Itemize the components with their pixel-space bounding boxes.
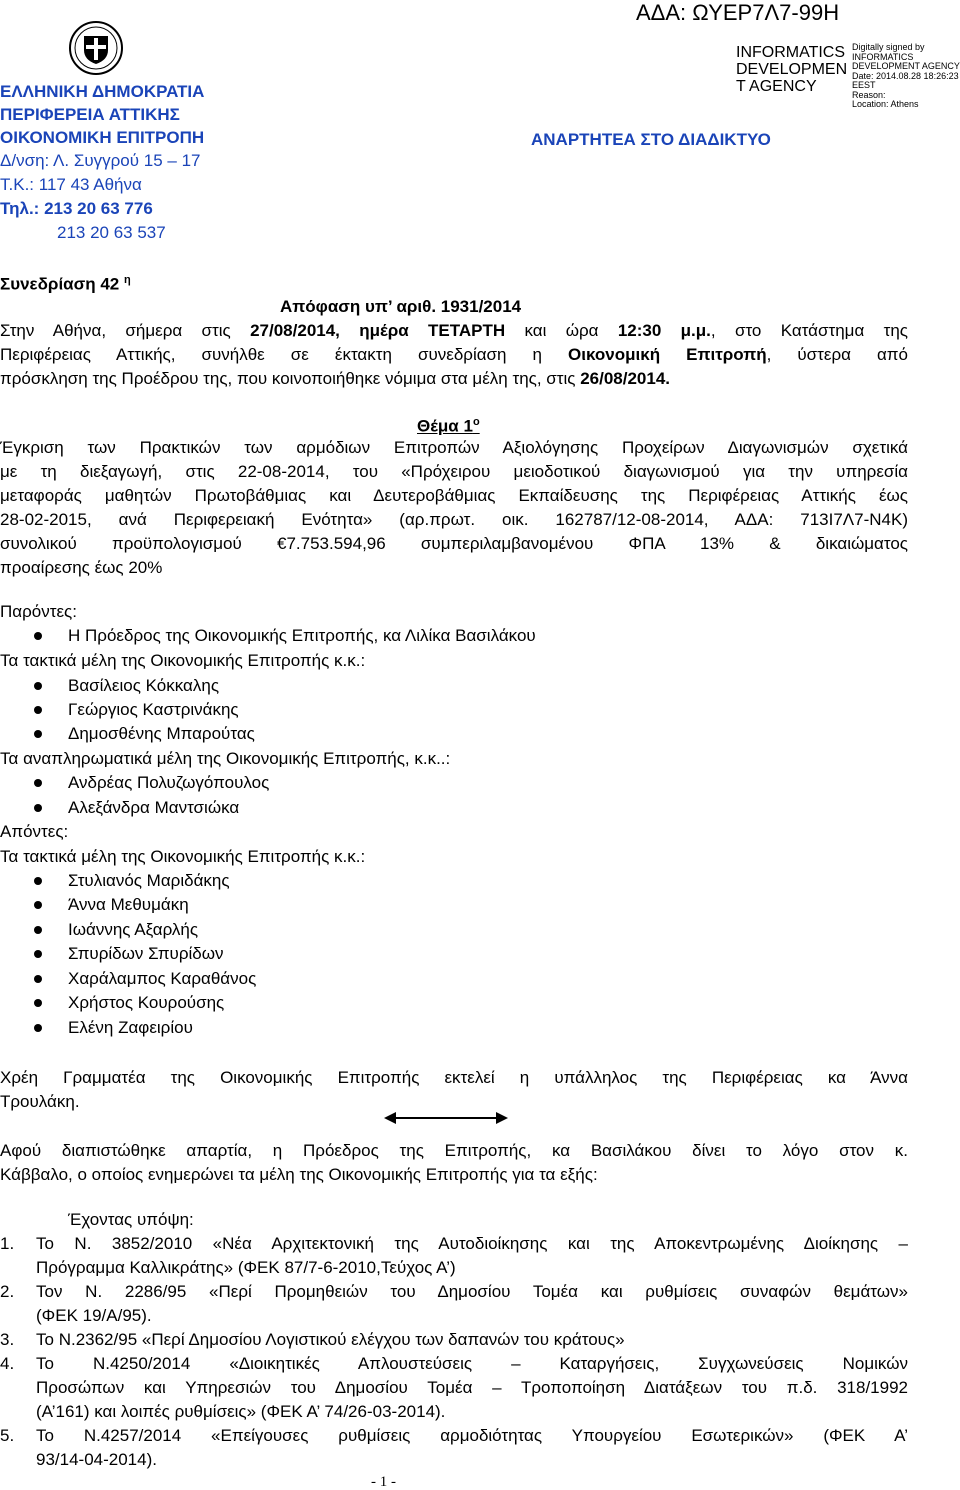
intro-line-3: πρόσκληση της Προέδρου της, που κοινοποιήθηκε νόμιμα στα μέλη της, στις 26/08/2014.: [0, 369, 671, 388]
law-text: Το Ν.4257/2014 «Επείγουσες ρυθμίσεις αρμοδιότητας Υπουργείου Εσωτερικών» (ΦΕΚ Α’: [36, 1426, 908, 1445]
considering-label: Έχοντας υπόψη:: [68, 1210, 194, 1229]
bullet: [34, 1024, 42, 1032]
greek-emblem-icon: [68, 20, 124, 76]
bullet: [34, 804, 42, 812]
topic-title: Θέμα $1^o$: [417, 416, 480, 436]
law-text: Το Ν.2362/95 «Περί Δημοσίου Λογιστικού ελέγχου των δαπανών του κράτους»: [36, 1330, 625, 1349]
decision-number: Απόφαση υπ’ αριθ. 1931/2014: [280, 297, 522, 316]
member-name: Γεώργιος Καστρινάκης: [68, 700, 239, 719]
intro-line-1: Στην Αθήνα, σήμερα στις 27/08/2014, ημέρα ΤΕΤΑΡΤΗ και ώρα 12:30 μ.μ., στο Κατάστημα της: [0, 321, 908, 340]
bullet: [34, 999, 42, 1007]
topic-line-3: μεταφοράς μαθητών Πρωτοβάθμιας και Δευτεροβάθμιας Εκπαίδευσης της Περιφέρειας Αττικής έως: [0, 486, 908, 505]
law-text: Προσώπων και Υπηρεσιών του Δημοσίου Τομέα – Τροποποίηση Διατάξεων του π.δ. 318/1992: [36, 1378, 908, 1397]
quorum-line-2: Κάββαλο, ο οποίος ενημερώνει τα μέλη της Οικονομικής Επιτροπής για τα εξής:: [0, 1165, 598, 1184]
topic-line-5: συνολικού προϋπολογισμού €7.753.594,96 συμπεριλαμβανομένου ΦΠΑ 13% & δικαιώματος: [0, 534, 908, 553]
law-number: 5.: [0, 1426, 15, 1445]
topic-line-2: με τη διεξαγωγή, στις 22-08-2014, του «Πρόχειρου μειοδοτικού διαγωνισμού για την υπηρεσία: [0, 462, 908, 481]
bullet: [34, 632, 42, 640]
member-name: Στυλιανός Μαριδάκης: [68, 871, 230, 890]
agency-line-1: INFORMATICS: [736, 44, 846, 61]
org-address: Δ/νση: Λ. Συγγρού 15 – 17: [0, 151, 201, 170]
member-name: Σπυρίδων Σπυρίδων: [68, 944, 224, 963]
page-number: - 1 -: [371, 1474, 396, 1490]
bullet: [34, 975, 42, 983]
org-name-2: ΠΕΡΙΦΕΡΕΙΑ ΑΤΤΙΚΗΣ: [0, 105, 180, 124]
session-title: Συνεδρίαση 42 $^\eta$: [0, 274, 131, 294]
alternate-members-label: Τα αναπληρωματικά μέλη της Οικονομικής Επιτροπής, κ.κ..:: [0, 749, 451, 768]
bullet: [34, 901, 42, 909]
law-text: (Α’161) και λοιπές ρυθμίσεις» (ΦΕΚ Α’ 74/26-03-2014).: [36, 1402, 446, 1421]
law-number: 1.: [0, 1234, 15, 1253]
regular-members-label: Τα τακτικά μέλη της Οικονομικής Επιτροπής κ.κ.:: [0, 847, 366, 866]
intro-line-2: Περιφέρειας Αττικής, συνήλθε σε έκτακτη συνεδρίαση η Οικονομική Επιτροπή, ύστερα από: [0, 345, 908, 364]
law-text: Το Ν. 3852/2010 «Νέα Αρχιτεκτονική της Αυτοδιοίκησης και της Αποκεντρωμένης Διοίκησης –: [36, 1234, 908, 1253]
bullet: [34, 877, 42, 885]
topic-line-1: Έγκριση των Πρακτικών των αρμόδιων Επιτροπών Αξιολόγησης Προχείρων Διαγωνισμών σχετικά: [0, 438, 908, 457]
member-name: Βασίλειος Κόκκαλης: [68, 676, 220, 695]
agency-line-2: DEVELOPMEN: [736, 61, 848, 78]
org-phone: Τηλ.: 213 20 63 776: [0, 199, 153, 218]
bullet: [34, 926, 42, 934]
publish-notice: ΑΝΑΡΤΗΤΕΑ ΣΤΟ ΔΙΑΔΙΚΤΥΟ: [531, 130, 771, 149]
member-name: Χαράλαμπος Καραθάνος: [68, 969, 257, 988]
member-name: Ελένη Ζαφειρίου: [68, 1018, 193, 1037]
digital-signature: Digitally signed by INFORMATICS DEVELOPMENT AGENCY Date: 2014.08.28 18:26:23 EEST Reason: Location: Athens: [852, 42, 960, 109]
law-text: 93/14-04-2014).: [36, 1450, 157, 1469]
law-text: (ΦΕΚ 19/Α/95).: [36, 1306, 152, 1325]
law-text: Το Ν.4250/2014 «Διοικητικές Απλουστεύσεις – Καταργήσεις, Συγχωνεύσεις Νομικών: [36, 1354, 908, 1373]
law-text: Τον Ν. 2286/95 «Περί Προμηθειών του Δημοσίου Τομέα και ρυθμίσεις συναφών θεμάτων»: [36, 1282, 908, 1301]
org-name-1: ΕΛΛΗΝΙΚΗ ΔΗΜΟΚΡΑΤΙΑ: [0, 82, 205, 101]
quorum-line-1: Αφού διαπιστώθηκε απαρτία, η Πρόεδρος της Επιτροπής, κα Βασιλάκου δίνει το λόγο στον κ.: [0, 1141, 908, 1160]
member-name: Δημοσθένης Μπαρούτας: [68, 724, 255, 743]
bullet: [34, 950, 42, 958]
org-phone-2: 213 20 63 537: [57, 223, 166, 242]
member-name: Χρήστος Κουρούσης: [68, 993, 225, 1012]
ada-code: ΑΔΑ: ΩΥΕΡ7Λ7-99Η: [636, 0, 840, 25]
member-name: Ιωάννης Αξαρλής: [68, 920, 199, 939]
double-arrow-icon: [384, 1111, 508, 1125]
member-name: Άννα Μεθυμάκη: [68, 895, 189, 914]
regular-members-label: Τα τακτικά μέλη της Οικονομικής Επιτροπής κ.κ.:: [0, 651, 366, 670]
bullet: [34, 706, 42, 714]
member-name: Ανδρέας Πολυζωγόπουλος: [68, 773, 270, 792]
president-name: Η Πρόεδρος της Οικονομικής Επιτροπής, κα Λιλίκα Βασιλάκου: [68, 626, 536, 645]
law-number: 3.: [0, 1330, 15, 1349]
law-number: 4.: [0, 1354, 15, 1373]
absent-label: Απόντες:: [0, 822, 69, 841]
member-name: Αλεξάνδρα Μαντσιώκα: [68, 798, 240, 817]
topic-line-4: 28-02-2015, ανά Περιφερειακή Ενότητα» (αρ.πρωτ. οικ. 162787/12-08-2014, ΑΔΑ: 713Ι7Λ7-Ν4Κ): [0, 510, 908, 529]
org-name-3: ΟΙΚΟΝΟΜΙΚΗ ΕΠΙΤΡΟΠΗ: [0, 128, 205, 147]
agency-line-3: T AGENCY: [736, 78, 817, 95]
law-number: 2.: [0, 1282, 15, 1301]
law-text: Πρόγραμμα Καλλικράτης» (ΦΕΚ 87/7-6-2010,Τεύχος Α’): [36, 1258, 456, 1277]
bullet: [34, 779, 42, 787]
present-label: Παρόντες:: [0, 602, 77, 621]
secretary-line-1: Χρέη Γραμματέα της Οικονομικής Επιτροπής εκτελεί η υπάλληλος της Περιφέρειας κα Άννα: [0, 1068, 908, 1087]
bullet: [34, 730, 42, 738]
org-postal: Τ.Κ.: 117 43 Αθήνα: [0, 175, 142, 194]
topic-line-6: προαίρεσης έως 20%: [0, 558, 163, 577]
bullet: [34, 682, 42, 690]
secretary-line-2: Τρουλάκη.: [0, 1092, 80, 1111]
